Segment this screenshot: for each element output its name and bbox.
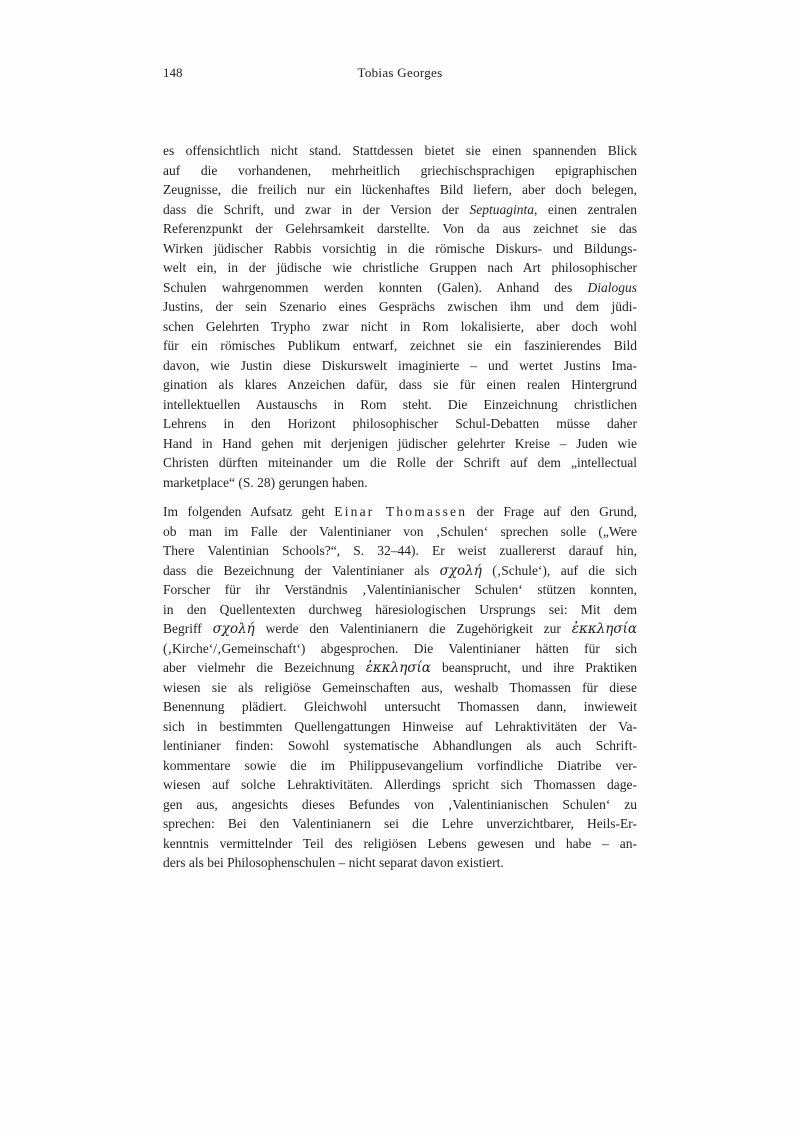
text-segment: in den Quellentexten durchweg häresiologischen Ursprungs sei: Mit dem <box>163 601 637 617</box>
text-line <box>163 258 637 278</box>
text-line <box>163 639 637 659</box>
text-segment: auf die vorhandenen, mehrheitlich griechischsprachigen epigraphischen <box>163 162 637 178</box>
page-header <box>163 64 637 82</box>
text-line <box>163 541 637 561</box>
text-line <box>163 658 637 678</box>
text-line <box>163 580 637 600</box>
text-segment: für ein römisches Publikum entwarf, zeichnet sie ein faszinierendes Bild <box>163 338 637 353</box>
text-segment: Wirken jüdischer Rabbis vorsichtig in die römische Diskurs- und Bildungs- <box>163 240 637 256</box>
text-line <box>163 336 637 356</box>
italic-text: Dialogus <box>587 279 637 295</box>
text-segment: Benennung plädiert. Gleichwohl untersucht Thomassen dann, inwieweit <box>163 699 637 714</box>
text-line <box>163 619 637 639</box>
text-line <box>163 697 637 717</box>
text-segment: Justins, der sein Szenario eines Gesprächs zwischen ihm und dem jüdi- <box>163 299 637 314</box>
text-segment: der Frage auf den Grund, <box>467 504 637 519</box>
text-segment: davon, wie Justin diese Diskurswelt imaginierte – und wertet Justins Ima- <box>163 357 637 373</box>
text-segment: sprechen: Bei den Valentinianern sei die Lehre unverzichtbarer, Heils-Er- <box>163 816 637 831</box>
text-line <box>163 239 637 259</box>
text-segment: Lehrens in den Horizont philosophischer Schul-Debatten müsse daher <box>163 416 637 431</box>
text-line <box>163 317 637 337</box>
text-line <box>163 775 637 795</box>
greek-text: σχολή <box>439 562 482 579</box>
text-segment: sich in bestimmten Quellengattungen Hinweise auf Lehraktivitäten der Va- <box>163 718 637 734</box>
greek-text: ἐκκλησία <box>571 621 637 637</box>
text-segment: intellektuellen Austauschs in Rom steht. Die Einzeichnung christlichen <box>163 396 637 412</box>
text-segment: wiesen auf solche Lehraktivitäten. Allerdings spricht sich Thomassen dage- <box>163 777 637 792</box>
text-line <box>163 795 637 815</box>
text-segment: Zeugnisse, die freilich nur ein lückenhaftes Bild liefern, aber doch belegen, <box>163 182 637 197</box>
page-number: 148 <box>163 65 183 80</box>
text-line <box>163 375 637 395</box>
text-line <box>163 141 637 161</box>
text-segment: beansprucht, und ihre Praktiken <box>430 660 637 675</box>
text-line <box>163 219 637 239</box>
spaced-text: Einar Thomassen <box>334 504 468 519</box>
text-line <box>163 600 637 620</box>
text-segment: Im folgenden Aufsatz geht <box>163 504 335 519</box>
text-line <box>163 756 637 776</box>
text-block <box>163 141 637 873</box>
text-line <box>163 678 637 698</box>
text-line <box>163 853 637 873</box>
text-segment: ders als bei Philosophenschulen – nicht separat davon existiert. <box>163 855 504 870</box>
text-segment: Christen dürften miteinander um die Rolle der Schrift auf dem „intellectual <box>163 455 637 470</box>
text-line <box>163 834 637 854</box>
text-segment: marketplace“ (S. 28) gerungen haben. <box>163 474 368 490</box>
running-head: Tobias Georges <box>357 65 443 80</box>
text-line <box>163 200 637 220</box>
text-segment: Schulen wahrgenommen werden konnten (Galen). Anhand des <box>163 279 588 295</box>
text-line <box>163 473 637 493</box>
text-segment: Referenzpunkt der Gelehrsamkeit darstellte. Von da aus zeichnet sie das <box>163 221 637 236</box>
text-line <box>163 814 637 834</box>
text-segment: Hand in Hand gehen mit derjenigen jüdischer gelehrter Kreise – Juden wie <box>163 435 637 451</box>
text-segment: schen Gelehrten Trypho zwar nicht in Rom lokalisierte, aber doch wohl <box>163 318 637 334</box>
text-segment: , einen zentralen <box>533 201 637 217</box>
text-segment: ob man im Falle der Valentinianer von ‚Schulen‘ sprechen solle („Were <box>163 523 637 539</box>
text-segment: Begriff <box>163 621 213 636</box>
text-line <box>163 180 637 200</box>
text-segment: gen aus, angesichts dieses Befundes von ‚Valentinianischen Schulen‘ zu <box>163 796 637 812</box>
text-segment: Forscher für ihr Verständnis ‚Valentinianischer Schulen‘ stützen konnten, <box>163 582 637 597</box>
text-line <box>163 717 637 737</box>
text-segment: welt ein, in der jüdische wie christliche Gruppen nach Art philosophischer <box>163 260 637 275</box>
text-segment: werde den Valentinianern die Zugehörigkeit zur <box>254 621 572 636</box>
greek-text: ἐκκλησία <box>365 660 431 676</box>
text-segment: There Valentinian Schools?“, S. 32–44). Er weist zuallererst darauf hin, <box>163 543 637 558</box>
text-line <box>163 453 637 473</box>
text-segment: aber vielmehr die Bezeichnung <box>163 660 366 675</box>
text-line <box>163 434 637 454</box>
text-line <box>163 502 637 522</box>
text-segment: es offensichtlich nicht stand. Stattdessen bietet sie einen spannenden Blick <box>163 143 637 158</box>
text-line <box>163 736 637 756</box>
text-line <box>163 522 637 542</box>
paragraph <box>163 502 637 873</box>
text-segment: dass die Bezeichnung der Valentinianer als <box>163 562 440 578</box>
text-line <box>163 414 637 434</box>
text-segment: wiesen sie als religiöse Gemeinschaften aus, weshalb Thomassen für diese <box>163 679 637 695</box>
text-line <box>163 356 637 376</box>
text-segment: (‚Kirche‘/‚Gemeinschaft‘) abgesprochen. Die Valentinianer hätten für sich <box>163 640 637 656</box>
text-line <box>163 297 637 317</box>
text-segment: lentinianer finden: Sowohl systematische Abhandlungen als auch Schrift- <box>163 738 637 753</box>
text-line <box>163 278 637 298</box>
text-segment: kommentare sowie die im Philippusevangelium vorfindliche Diatribe ver- <box>163 757 637 773</box>
text-segment: gination als klares Anzeichen dafür, dass sie für einen realen Hintergrund <box>163 377 637 392</box>
paragraph <box>163 141 637 492</box>
text-line <box>163 395 637 415</box>
greek-text: σχολή <box>212 621 255 637</box>
text-line <box>163 161 637 181</box>
text-segment: (‚Schule‘), auf die sich <box>481 562 637 578</box>
text-line <box>163 561 637 581</box>
text-segment: dass die Schrift, und zwar in der Version der <box>163 201 470 217</box>
italic-text: Septuaginta <box>469 201 534 217</box>
text-segment: kenntnis vermittelnder Teil des religiösen Lebens gewesen und habe – an- <box>163 835 637 851</box>
